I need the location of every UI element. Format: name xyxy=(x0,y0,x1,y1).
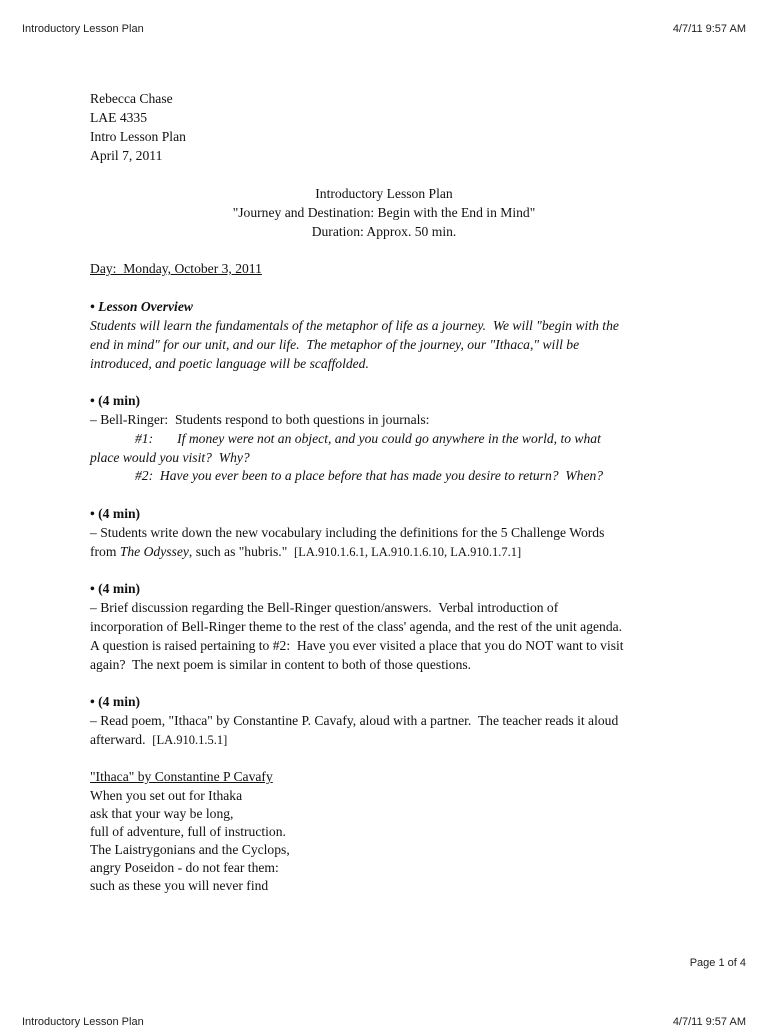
page-number: Page 1 of 4 xyxy=(689,957,746,969)
question-2: #2: Have you ever been to a place before that has made you desire to return? When? xyxy=(135,468,604,483)
poem-line: ask that your way be long, xyxy=(90,806,234,821)
section-text: afterward. [LA.910.1.5.1] xyxy=(90,732,228,747)
overview-line: Students will learn the fundamentals of the metaphor of life as a journey. We will "begin with the xyxy=(90,318,619,333)
overview-line: end in mind" for our unit, and our life. The metaphor of the journey, our "Ithaca," will be xyxy=(90,337,580,352)
section-heading: • (4 min) xyxy=(90,393,141,408)
next-page-header-datetime: 4/7/11 9:57 AM xyxy=(672,1016,746,1028)
question-1: #1: If money were not an object, and you could go anywhere in the world, to what xyxy=(135,431,601,446)
poem-title: "Ithaca" by Constantine P Cavafy xyxy=(90,769,273,784)
poem-line: The Laistrygonians and the Cyclops, xyxy=(90,842,290,857)
doc-label: Intro Lesson Plan xyxy=(90,129,186,144)
section-heading: • (4 min) xyxy=(90,581,141,596)
print-header-title: Introductory Lesson Plan xyxy=(22,23,144,35)
question-1-continued: place would you visit? Why? xyxy=(90,450,250,465)
section-text: – Brief discussion regarding the Bell-Ringer question/answers. Verbal introduction of xyxy=(90,600,559,615)
section-text: – Bell-Ringer: Students respond to both questions in journals: xyxy=(90,412,430,427)
section-text: – Read poem, "Ithaca" by Constantine P. Cavafy, aloud with a partner. The teacher reads it aloud xyxy=(90,713,619,728)
overview-line: introduced, and poetic language will be scaffolded. xyxy=(90,356,369,371)
section-heading: • (4 min) xyxy=(90,506,141,521)
course-code: LAE 4335 xyxy=(90,110,148,125)
doc-date: April 7, 2011 xyxy=(90,148,163,163)
poem-line: angry Poseidon - do not fear them: xyxy=(90,860,279,875)
poem-line: full of adventure, full of instruction. xyxy=(90,824,286,839)
print-header-datetime: 4/7/11 9:57 AM xyxy=(672,23,746,35)
lesson-duration: Duration: Approx. 50 min. xyxy=(311,224,457,239)
section-text: – Students write down the new vocabulary including the definitions for the 5 Challenge Words xyxy=(90,525,605,540)
section-text: again? The next poem is similar in content to both of those questions. xyxy=(90,657,472,672)
lesson-subtitle: "Journey and Destination: Begin with the End in Mind" xyxy=(232,205,536,220)
lesson-title: Introductory Lesson Plan xyxy=(315,186,453,201)
poem-line: When you set out for Ithaka xyxy=(90,788,243,803)
poem-line: such as these you will never find xyxy=(90,878,269,893)
section-heading: • (4 min) xyxy=(90,694,141,709)
section-text: A question is raised pertaining to #2: Have you ever visited a place that you do NOT want to visit xyxy=(90,638,624,653)
lesson-day: Day: Monday, October 3, 2011 xyxy=(90,261,262,276)
section-text: from The Odyssey, such as "hubris." [LA.910.1.6.1, LA.910.1.6.10, LA.910.1.7.1] xyxy=(90,544,522,559)
section-text: incorporation of Bell-Ringer theme to the rest of the class' agenda, and the rest of the unit agenda. xyxy=(90,619,623,634)
overview-heading: • Lesson Overview xyxy=(90,299,193,314)
author-name: Rebecca Chase xyxy=(90,91,173,106)
next-page-header-title: Introductory Lesson Plan xyxy=(22,1016,144,1028)
